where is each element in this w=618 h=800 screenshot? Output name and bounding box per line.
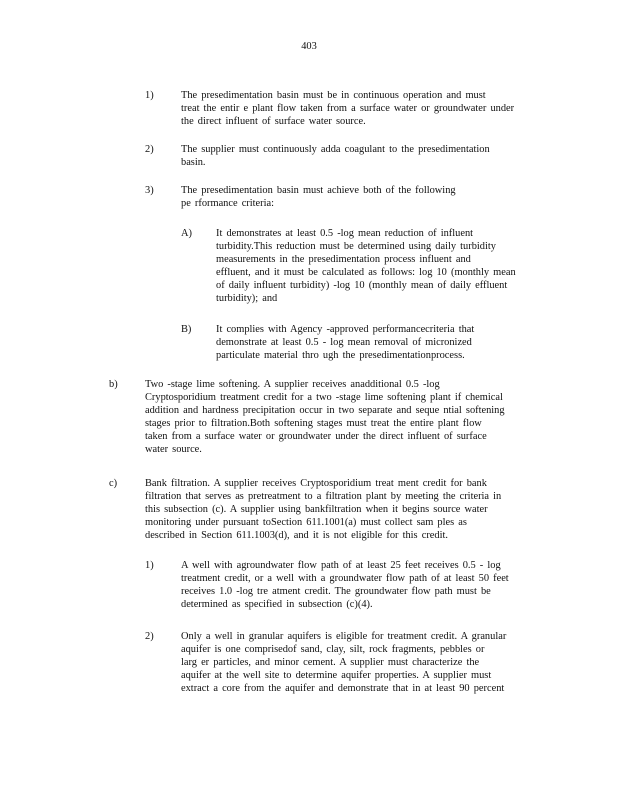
text-line: basin. [181,157,206,168]
text-line: receives 1.0 -log tre atment credit. The groundwater flow path must be [181,586,491,597]
text-line: water source. [145,444,202,455]
item-marker: 1) [145,560,154,571]
item-text [216,323,536,362]
item-text [181,184,541,210]
item-text [181,559,541,611]
text-line: The presedimentation basin must be in continuous operation and must [181,90,486,101]
text-line: aquifer at the well site to determine aquifer properties. A supplier must [181,670,492,681]
text-line: particulate material thro ugh the presedimentationprocess. [216,350,465,361]
text-line: treatment credit, or a well with a groundwater flow path of at least 50 feet [181,573,509,584]
text-line: Cryptosporidium treatment credit for a two -stage lime softening plant if chemical [145,392,503,403]
item-text [181,89,541,128]
text-line: The supplier must continuously adda coagulant to the presedimentation [181,144,490,155]
item-text [145,477,540,542]
item-marker: 2) [145,144,154,155]
text-line: determined as specified in subsection (c)(4). [181,599,373,610]
text-line: measurements in the presedimentation process influent and [216,254,471,265]
text-line: described in Section 611.1003(d), and it is not eligible for this credit. [145,530,448,541]
text-line: treat the entir e plant flow taken from a surface water or groundwater under [181,103,515,114]
text-line: turbidity.This reduction must be determined using daily turbidity [216,241,496,252]
item-marker: 1) [145,90,154,101]
page-number: 403 [301,41,317,52]
item-marker: 3) [145,185,154,196]
text-line: addition and hardness precipitation occur in two separate and seque ntial softening [145,405,505,416]
text-line: this subsection (c). A supplier using bankfiltration when it begins source water [145,504,488,515]
item-text [145,378,540,456]
text-line: larg er particles, and minor cement. A supplier must characterize the [181,657,480,668]
text-line: of daily influent turbidity) -log 10 (monthly mean of daily effluent [216,280,508,291]
item-marker: b) [109,379,118,390]
text-line: Only a well in granular aquifers is eligible for treatment credit. A granular [181,631,507,642]
text-line: It demonstrates at least 0.5 -log mean reduction of influent [216,228,474,239]
text-line: monitoring under pursuant toSection 611.1001(a) must collect sam ples as [145,517,467,528]
item-marker: A) [181,228,192,239]
item-text [216,227,536,305]
text-line: Two -stage lime softening. A supplier receives anadditional 0.5 -log [145,379,440,390]
item-marker: 2) [145,631,154,642]
text-line: demonstrate at least 0.5 - log mean removal of micronized [216,337,472,348]
text-line: stages prior to filtration.Both softening stages must treat the entire plant flow [145,418,482,429]
text-line: filtration that serves as pretreatment to a filtration plant by meeting the criteria in [145,491,502,502]
text-line: extract a core from the aquifer and demonstrate that in at least 90 percent [181,683,505,694]
item-text [181,630,541,695]
text-line: The presedimentation basin must achieve both of the following [181,185,456,196]
text-line: Bank filtration. A supplier receives Cryptosporidium treat ment credit for bank [145,478,487,489]
text-line: the direct influent of surface water source. [181,116,366,127]
item-marker: B) [181,324,192,335]
item-marker: c) [109,478,118,489]
text-line: taken from a surface water or groundwater under the direct influent of surface [145,431,487,442]
text-line: turbidity); and [216,293,278,304]
text-line: aquifer is one comprisedof sand, clay, silt, rock fragments, pebbles or [181,644,485,655]
item-text [181,143,541,169]
text-line: A well with agroundwater flow path of at least 25 feet receives 0.5 - log [181,560,501,571]
text-line: effluent, and it must be calculated as follows: log 10 (monthly mean [216,267,516,278]
text-line: pe rformance criteria: [181,198,274,209]
text-line: It complies with Agency -approved performancecriteria that [216,324,475,335]
